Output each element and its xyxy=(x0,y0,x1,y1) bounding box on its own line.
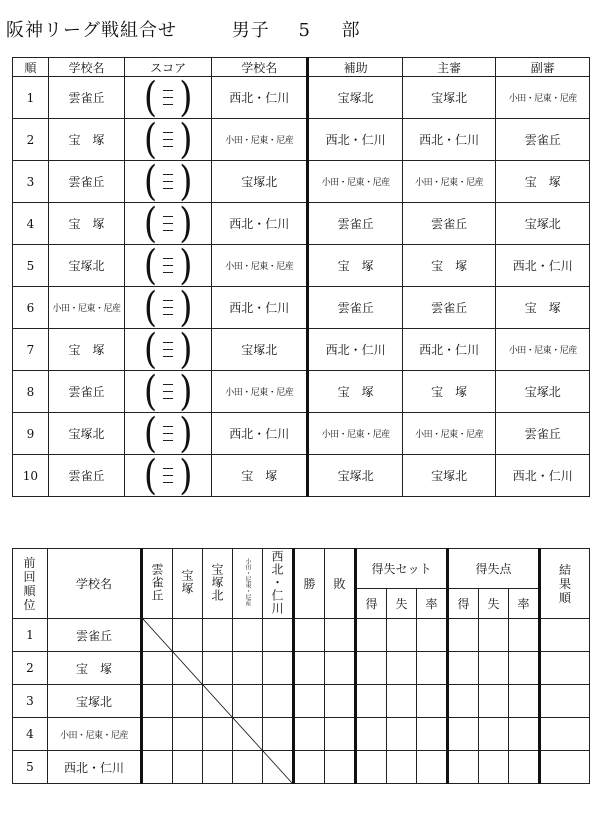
score-cell[interactable] xyxy=(125,161,212,203)
header-school-b: 学校名 xyxy=(212,58,308,77)
header-set-gain: 得 xyxy=(356,589,387,619)
match-result-cell[interactable] xyxy=(263,685,294,718)
header-point-loss: 失 xyxy=(479,589,509,619)
schedule-row xyxy=(13,203,590,245)
match-number: 7 xyxy=(13,329,49,371)
chief-referee-school: 宝塚北 xyxy=(402,455,496,497)
sub-referee-school: 西北・仁川 xyxy=(496,245,590,287)
set-loss-cell[interactable] xyxy=(387,619,417,652)
match-result-cell[interactable] xyxy=(233,685,263,718)
match-result-cell[interactable] xyxy=(173,685,203,718)
school-b: 小田・尼東・尼産 xyxy=(212,371,308,413)
header-no: 順 xyxy=(13,58,49,77)
left-bracket: ( xyxy=(143,160,158,203)
match-result-cell[interactable] xyxy=(173,619,203,652)
point-loss-cell[interactable] xyxy=(479,652,509,685)
losses-cell[interactable] xyxy=(325,652,356,685)
set-loss-cell[interactable] xyxy=(387,751,417,784)
match-result-cell[interactable] xyxy=(233,652,263,685)
league-school: 雲雀丘 xyxy=(48,619,142,652)
header-col-school-3: 宝塚北 xyxy=(203,549,233,619)
prev-rank: 1 xyxy=(13,619,48,652)
sub-referee-school: 宝塚北 xyxy=(496,203,590,245)
school-a: 宝塚北 xyxy=(48,413,125,455)
right-bracket: ) xyxy=(179,328,193,371)
school-a: 宝塚北 xyxy=(48,245,125,287)
title-main: 阪神リーグ戦組合せ xyxy=(6,20,177,41)
school-b: 小田・尼東・尼産 xyxy=(212,245,308,287)
score-cell[interactable] xyxy=(125,287,212,329)
match-number: 4 xyxy=(13,203,49,245)
set-gain-cell[interactable] xyxy=(356,685,387,718)
match-result-cell[interactable] xyxy=(142,685,173,718)
school-a: 雲雀丘 xyxy=(48,77,125,119)
point-loss-cell[interactable] xyxy=(479,718,509,751)
match-number: 6 xyxy=(13,287,49,329)
result-rank-cell[interactable] xyxy=(540,718,590,751)
prev-rank: 3 xyxy=(13,685,48,718)
header-col-school-5: 西北・仁川 xyxy=(263,549,294,619)
chief-referee-school: 西北・仁川 xyxy=(402,119,496,161)
assist-school: 小田・尼東・尼産 xyxy=(308,413,403,455)
match-result-cell[interactable] xyxy=(233,751,263,784)
league-school: 小田・尼東・尼産 xyxy=(48,718,142,751)
point-rate-cell[interactable] xyxy=(509,685,540,718)
assist-school: 小田・尼東・尼産 xyxy=(308,161,403,203)
sub-referee-school: 宝 塚 xyxy=(496,287,590,329)
score-cell[interactable] xyxy=(125,119,212,161)
match-result-cell[interactable] xyxy=(173,751,203,784)
schedule-row xyxy=(13,119,590,161)
school-b: 宝 塚 xyxy=(212,455,308,497)
set-loss-cell[interactable] xyxy=(387,652,417,685)
set-gain-cell[interactable] xyxy=(356,718,387,751)
header-set-loss: 失 xyxy=(387,589,417,619)
match-result-cell[interactable] xyxy=(263,652,294,685)
left-bracket: ( xyxy=(143,454,158,497)
self-match-cell xyxy=(263,751,294,784)
match-result-cell[interactable] xyxy=(203,751,233,784)
left-bracket: ( xyxy=(143,244,158,287)
header-school-a: 学校名 xyxy=(48,58,125,77)
school-b: 西北・仁川 xyxy=(212,203,308,245)
set-rate-cell[interactable] xyxy=(417,619,448,652)
result-rank-cell[interactable] xyxy=(540,685,590,718)
match-result-cell[interactable] xyxy=(142,718,173,751)
header-losses: 敗 xyxy=(325,549,356,619)
losses-cell[interactable] xyxy=(325,619,356,652)
school-b: 宝塚北 xyxy=(212,161,308,203)
prev-rank: 4 xyxy=(13,718,48,751)
score-cell[interactable] xyxy=(125,203,212,245)
header-col-school-4: 小田・尼東・尼産 xyxy=(233,549,263,619)
sub-referee-school: 小田・尼東・尼産 xyxy=(496,77,590,119)
right-bracket: ) xyxy=(179,412,193,455)
left-bracket: ( xyxy=(143,328,158,371)
schedule-row xyxy=(13,455,590,497)
match-result-cell[interactable] xyxy=(263,718,294,751)
header-league-school: 学校名 xyxy=(48,549,142,619)
chief-referee-school: 小田・尼東・尼産 xyxy=(402,413,496,455)
assist-school: 西北・仁川 xyxy=(308,329,403,371)
match-result-cell[interactable] xyxy=(263,619,294,652)
match-result-cell[interactable] xyxy=(173,718,203,751)
set-gain-cell[interactable] xyxy=(356,619,387,652)
left-bracket: ( xyxy=(143,286,158,329)
title-division-suffix: 部 xyxy=(341,20,361,41)
left-bracket: ( xyxy=(143,76,158,119)
left-bracket: ( xyxy=(143,202,158,245)
match-result-cell[interactable] xyxy=(203,718,233,751)
match-number: 3 xyxy=(13,161,49,203)
prev-rank: 5 xyxy=(13,751,48,784)
point-rate-cell[interactable] xyxy=(509,652,540,685)
header-set-rate: 率 xyxy=(417,589,448,619)
set-loss-cell[interactable] xyxy=(387,685,417,718)
school-a: 雲雀丘 xyxy=(48,371,125,413)
left-bracket: ( xyxy=(143,412,158,455)
score-cell[interactable] xyxy=(125,329,212,371)
result-rank-cell[interactable] xyxy=(540,619,590,652)
match-result-cell[interactable] xyxy=(203,652,233,685)
wins-cell[interactable] xyxy=(294,718,325,751)
page-title xyxy=(6,16,361,42)
point-gain-cell[interactable] xyxy=(448,619,479,652)
match-result-cell[interactable] xyxy=(203,619,233,652)
match-number: 8 xyxy=(13,371,49,413)
assist-school: 雲雀丘 xyxy=(308,203,403,245)
sub-referee-school: 雲雀丘 xyxy=(496,119,590,161)
header-result: 結果順 xyxy=(540,549,590,619)
right-bracket: ) xyxy=(179,160,193,203)
school-b: 西北・仁川 xyxy=(212,77,308,119)
header-col-school-2: 宝塚 xyxy=(173,549,203,619)
header-wins: 勝 xyxy=(294,549,325,619)
self-match-cell xyxy=(203,685,233,718)
set-gain-cell[interactable] xyxy=(356,652,387,685)
league-row xyxy=(13,652,590,685)
assist-school: 宝 塚 xyxy=(308,371,403,413)
set-loss-cell[interactable] xyxy=(387,718,417,751)
sub-referee-school: 宝塚北 xyxy=(496,371,590,413)
losses-cell[interactable] xyxy=(325,718,356,751)
wins-cell[interactable] xyxy=(294,652,325,685)
losses-cell[interactable] xyxy=(325,685,356,718)
school-b: 宝塚北 xyxy=(212,329,308,371)
point-rate-cell[interactable] xyxy=(509,619,540,652)
league-row xyxy=(13,718,590,751)
school-a: 小田・尼東・尼産 xyxy=(48,287,125,329)
wins-cell[interactable] xyxy=(294,685,325,718)
right-bracket: ) xyxy=(179,454,193,497)
assist-school: 宝塚北 xyxy=(308,455,403,497)
score-cell[interactable] xyxy=(125,77,212,119)
point-gain-cell[interactable] xyxy=(448,652,479,685)
wins-cell[interactable] xyxy=(294,619,325,652)
assist-school: 宝 塚 xyxy=(308,245,403,287)
point-gain-cell[interactable] xyxy=(448,685,479,718)
right-bracket: ) xyxy=(179,370,193,413)
league-school: 西北・仁川 xyxy=(48,751,142,784)
chief-referee-school: 小田・尼東・尼産 xyxy=(402,161,496,203)
league-school: 宝塚北 xyxy=(48,685,142,718)
header-point-rate: 率 xyxy=(509,589,540,619)
match-result-cell[interactable] xyxy=(142,751,173,784)
schedule-row xyxy=(13,413,590,455)
match-number: 10 xyxy=(13,455,49,497)
league-row xyxy=(13,619,590,652)
league-school: 宝 塚 xyxy=(48,652,142,685)
sub-referee-school: 宝 塚 xyxy=(496,161,590,203)
right-bracket: ) xyxy=(179,118,193,161)
header-assist: 補助 xyxy=(308,58,403,77)
header-prev-rank: 前回順位 xyxy=(13,549,48,619)
score-cell[interactable] xyxy=(125,413,212,455)
schedule-row xyxy=(13,161,590,203)
school-a: 宝 塚 xyxy=(48,119,125,161)
score-cell[interactable] xyxy=(125,245,212,287)
point-gain-cell[interactable] xyxy=(448,751,479,784)
schedule-row xyxy=(13,77,590,119)
school-a: 雲雀丘 xyxy=(48,161,125,203)
league-header-row-1 xyxy=(13,549,590,589)
match-number: 5 xyxy=(13,245,49,287)
header-point-group: 得失点 xyxy=(448,549,540,589)
point-rate-cell[interactable] xyxy=(509,718,540,751)
point-loss-cell[interactable] xyxy=(479,619,509,652)
chief-referee-school: 宝 塚 xyxy=(402,245,496,287)
match-number: 2 xyxy=(13,119,49,161)
chief-referee-school: 西北・仁川 xyxy=(402,329,496,371)
left-bracket: ( xyxy=(143,118,158,161)
losses-cell[interactable] xyxy=(325,751,356,784)
schedule-row xyxy=(13,329,590,371)
header-col-school-1: 雲雀丘 xyxy=(142,549,173,619)
chief-referee-school: 宝塚北 xyxy=(402,77,496,119)
header-point-gain: 得 xyxy=(448,589,479,619)
schedule-row xyxy=(13,245,590,287)
school-a: 宝 塚 xyxy=(48,203,125,245)
self-match-cell xyxy=(233,718,263,751)
point-rate-cell[interactable] xyxy=(509,751,540,784)
schedule-row xyxy=(13,287,590,329)
point-gain-cell[interactable] xyxy=(448,718,479,751)
assist-school: 雲雀丘 xyxy=(308,287,403,329)
set-rate-cell[interactable] xyxy=(417,652,448,685)
score-cell[interactable] xyxy=(125,371,212,413)
title-gender: 男子 xyxy=(231,20,270,41)
assist-school: 西北・仁川 xyxy=(308,119,403,161)
right-bracket: ) xyxy=(179,76,193,119)
header-sub-referee: 副審 xyxy=(496,58,590,77)
right-bracket: ) xyxy=(179,286,193,329)
point-loss-cell[interactable] xyxy=(479,751,509,784)
sub-referee-school: 雲雀丘 xyxy=(496,413,590,455)
set-rate-cell[interactable] xyxy=(417,685,448,718)
school-a: 雲雀丘 xyxy=(48,455,125,497)
wins-cell[interactable] xyxy=(294,751,325,784)
score-cell[interactable] xyxy=(125,455,212,497)
assist-school: 宝塚北 xyxy=(308,77,403,119)
match-result-cell[interactable] xyxy=(142,652,173,685)
league-row xyxy=(13,751,590,784)
point-loss-cell[interactable] xyxy=(479,685,509,718)
self-match-cell xyxy=(173,652,203,685)
schedule-table xyxy=(12,57,590,497)
schedule-header-row xyxy=(13,58,590,77)
prev-rank: 2 xyxy=(13,652,48,685)
set-rate-cell[interactable] xyxy=(417,718,448,751)
school-b: 西北・仁川 xyxy=(212,287,308,329)
chief-referee-school: 宝 塚 xyxy=(402,371,496,413)
match-result-cell[interactable] xyxy=(233,619,263,652)
self-match-cell xyxy=(142,619,173,652)
chief-referee-school: 雲雀丘 xyxy=(402,287,496,329)
right-bracket: ) xyxy=(179,244,193,287)
result-rank-cell[interactable] xyxy=(540,652,590,685)
set-rate-cell[interactable] xyxy=(417,751,448,784)
chief-referee-school: 雲雀丘 xyxy=(402,203,496,245)
match-number: 1 xyxy=(13,77,49,119)
school-b: 小田・尼東・尼産 xyxy=(212,119,308,161)
league-row xyxy=(13,685,590,718)
set-gain-cell[interactable] xyxy=(356,751,387,784)
school-b: 西北・仁川 xyxy=(212,413,308,455)
league-table xyxy=(12,548,590,784)
right-bracket: ) xyxy=(179,202,193,245)
left-bracket: ( xyxy=(143,370,158,413)
sub-referee-school: 小田・尼東・尼産 xyxy=(496,329,590,371)
sub-referee-school: 西北・仁川 xyxy=(496,455,590,497)
header-chief-referee: 主審 xyxy=(402,58,496,77)
header-score: スコア xyxy=(125,58,212,77)
result-rank-cell[interactable] xyxy=(540,751,590,784)
header-set-group: 得失セット xyxy=(356,549,448,589)
match-number: 9 xyxy=(13,413,49,455)
title-division-number: 5 xyxy=(298,20,311,41)
schedule-row xyxy=(13,371,590,413)
school-a: 宝 塚 xyxy=(48,329,125,371)
